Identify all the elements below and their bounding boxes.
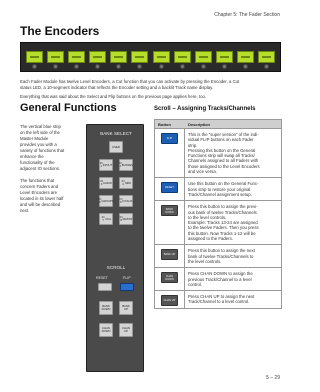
button-cell: [155, 129, 185, 177]
encoder-strip-image: [20, 42, 281, 72]
text-line: bank of twelve Tracks/Channels to: [188, 253, 254, 259]
button-cell: [155, 178, 185, 200]
column-header-description: Description: [188, 121, 211, 127]
encoder-unit: [258, 51, 275, 63]
reset-button-icon: RESET: [161, 182, 178, 193]
button-cell: [155, 291, 185, 308]
intro-line: Each Fader Module has twelve Level Encoders, a Cut function that you can activate by pressing the Encoder, a Cut: [20, 79, 240, 84]
description-cell: [185, 291, 257, 308]
button-sub-label: IN/OUT: [102, 162, 113, 167]
description-cell: [185, 129, 263, 177]
button-cell: [155, 268, 185, 290]
io8-button[interactable]: [119, 213, 133, 225]
text-line: variety of functions that: [20, 148, 65, 153]
button-sub-label: BUSSES: [121, 162, 134, 167]
flip-button-icon: FLIP: [161, 133, 178, 144]
chapter-header: Chapter 5: The Fader Section: [214, 12, 280, 18]
encoder-unit: [195, 51, 212, 63]
button-label: IO 8: [119, 215, 123, 222]
button-label: IO 7: [101, 215, 105, 222]
button-label: IO 6: [119, 197, 123, 204]
table-row: [154, 268, 282, 291]
text-line: assigned to the Faders.: [188, 236, 233, 242]
text-line: to the level controls.: [188, 214, 227, 220]
bank-up-button-icon: BANK UP: [161, 249, 178, 260]
io4-button[interactable]: [119, 177, 133, 189]
encoder-unit: [237, 51, 254, 63]
flip-label: FLIP: [123, 276, 131, 280]
master-module-panel: [86, 124, 144, 372]
io3-button[interactable]: [99, 177, 113, 189]
text-line: vidual FLIP buttons on each Fader: [188, 137, 254, 143]
table-header: [154, 119, 282, 129]
text-line: provides you with a: [20, 142, 57, 147]
chan-up-button-icon: CHAN UP: [161, 295, 178, 306]
text-line: control.: [188, 281, 203, 287]
text-line: to the twelve Faders. Then you press: [188, 225, 259, 231]
bank-down-button-icon: BANK DOWN: [161, 205, 178, 216]
text-line: and vice versa.: [188, 169, 217, 175]
general-functions-heading: General Functions: [20, 102, 117, 114]
text-line: and will be described: [20, 202, 61, 207]
text-line: tions strip to restore your original: [188, 186, 251, 192]
button-sub-label: AUDIO: [103, 180, 112, 185]
button-label: IO 5: [98, 197, 102, 204]
button-cell: [155, 245, 185, 267]
encoder-unit: [153, 51, 170, 63]
text-line: the level controls.: [188, 258, 222, 264]
reset-button[interactable]: [98, 283, 112, 291]
button-cell: [155, 201, 185, 244]
text-line: Press CHAN UP to assign the next: [188, 294, 255, 300]
text-line: Level Encoders are: [20, 190, 58, 195]
button-label: IO 3: [100, 179, 104, 186]
text-line: on the left side of the: [20, 130, 60, 135]
encoder-unit: [68, 51, 85, 63]
text-line: this button. Now Tracks 1-12 will be: [188, 230, 256, 236]
table-row: [154, 245, 282, 268]
text-line: functionality of the: [20, 160, 55, 165]
general-functions-paragraph: [20, 124, 70, 172]
scroll-label: SCROLL: [106, 265, 126, 270]
table-row: [154, 178, 282, 201]
text-line: adjacent IO sections.: [20, 166, 61, 171]
io1-button[interactable]: [99, 159, 113, 171]
user-button[interactable]: USER: [109, 141, 123, 153]
scroll-functions-table: [154, 119, 282, 309]
button-label: IO 4: [121, 179, 125, 186]
text-line: located in its lower half: [20, 196, 64, 201]
text-line: This is the “super version” of the indi-: [188, 132, 259, 137]
chan-down-button[interactable]: CHAN DOWN: [99, 323, 113, 337]
io7-button[interactable]: [99, 213, 113, 225]
text-line: enhance the: [20, 154, 44, 159]
encoders-intro: [20, 79, 282, 100]
text-line: Example: Tracks 13-24 are assigned: [188, 220, 258, 226]
encoder-unit: [174, 51, 191, 63]
text-line: Channels assigned to all Faders with: [188, 158, 259, 164]
text-line: Functions strip will swap all Tracks/: [188, 153, 255, 159]
text-line: next.: [20, 208, 30, 213]
page-number: 5 – 29: [266, 375, 280, 381]
description-cell: [185, 245, 258, 267]
text-line: Track/Channel assignment setup.: [188, 191, 252, 197]
encoder-unit: [26, 51, 43, 63]
page-title: The Encoders: [20, 24, 100, 38]
text-line: Pressing this button on the General: [188, 147, 256, 153]
encoder-unit: [131, 51, 148, 63]
text-line: The functions that: [20, 178, 55, 183]
encoder-unit: [47, 51, 64, 63]
text-line: Press this button to assign the previ-: [188, 204, 258, 210]
bank-down-button[interactable]: BANK DOWN: [99, 301, 113, 315]
bank-up-button[interactable]: BANK UP: [119, 301, 133, 315]
button-sub-label: MASTR: [122, 216, 133, 221]
io5-button[interactable]: [99, 195, 113, 207]
text-line: those assigned to the Level Encoders: [188, 163, 260, 169]
text-line: Press CHAN DOWN to assign the: [188, 271, 253, 277]
button-sub-label: FX/AUX: [122, 198, 133, 203]
io6-button[interactable]: [119, 195, 133, 207]
text-line: concern Faders and: [20, 184, 59, 189]
chan-down-button-icon: CHAN DOWN: [161, 272, 178, 283]
table-row: [154, 291, 282, 309]
text-line: The vertical blue strip: [20, 124, 61, 129]
scroll-heading: Scroll – Assigning Tracks/Channels: [154, 106, 256, 112]
column-header-button: Button: [158, 121, 171, 127]
description-cell: [185, 178, 261, 200]
encoder-unit: [89, 51, 106, 63]
table-row: [154, 201, 282, 245]
text-line: Use this button on the General Func-: [188, 181, 259, 187]
encoder-unit: [216, 51, 233, 63]
bank-select-label: BANK SELECT: [100, 131, 132, 136]
flip-button[interactable]: [120, 283, 134, 291]
button-sub-label: VCA: [105, 216, 111, 221]
button-sub-label: MIDI: [125, 180, 131, 185]
intro-line: status LED, a 10-segment indicator that reflects the Encoder setting and a backlit Track name display.: [20, 85, 214, 90]
text-line: Press this button to assign the next: [188, 248, 255, 254]
text-line: Track/Channel to a level control.: [188, 299, 250, 305]
text-line: strip.: [188, 142, 198, 148]
general-functions-paragraph: [20, 178, 70, 214]
io2-button[interactable]: [119, 159, 133, 171]
encoder-unit: [110, 51, 127, 63]
button-label: IO 1: [99, 161, 103, 168]
button-sub-label: GROUPS: [101, 198, 114, 203]
chan-up-button[interactable]: CHAN UP: [119, 323, 133, 337]
description-cell: [185, 268, 256, 290]
text-line: previous Track/Channel to a level: [188, 276, 252, 282]
button-label: IO 2: [118, 161, 122, 168]
text-line: Master Module: [20, 136, 49, 141]
intro-line: Everything that was said about the Select and Flip buttons on the previous page applies here, too.: [20, 94, 207, 99]
description-cell: [185, 201, 262, 244]
reset-label: RESET: [96, 276, 108, 280]
text-line: ous bank of twelve Tracks/Channels: [188, 209, 257, 215]
table-row: [154, 129, 282, 178]
